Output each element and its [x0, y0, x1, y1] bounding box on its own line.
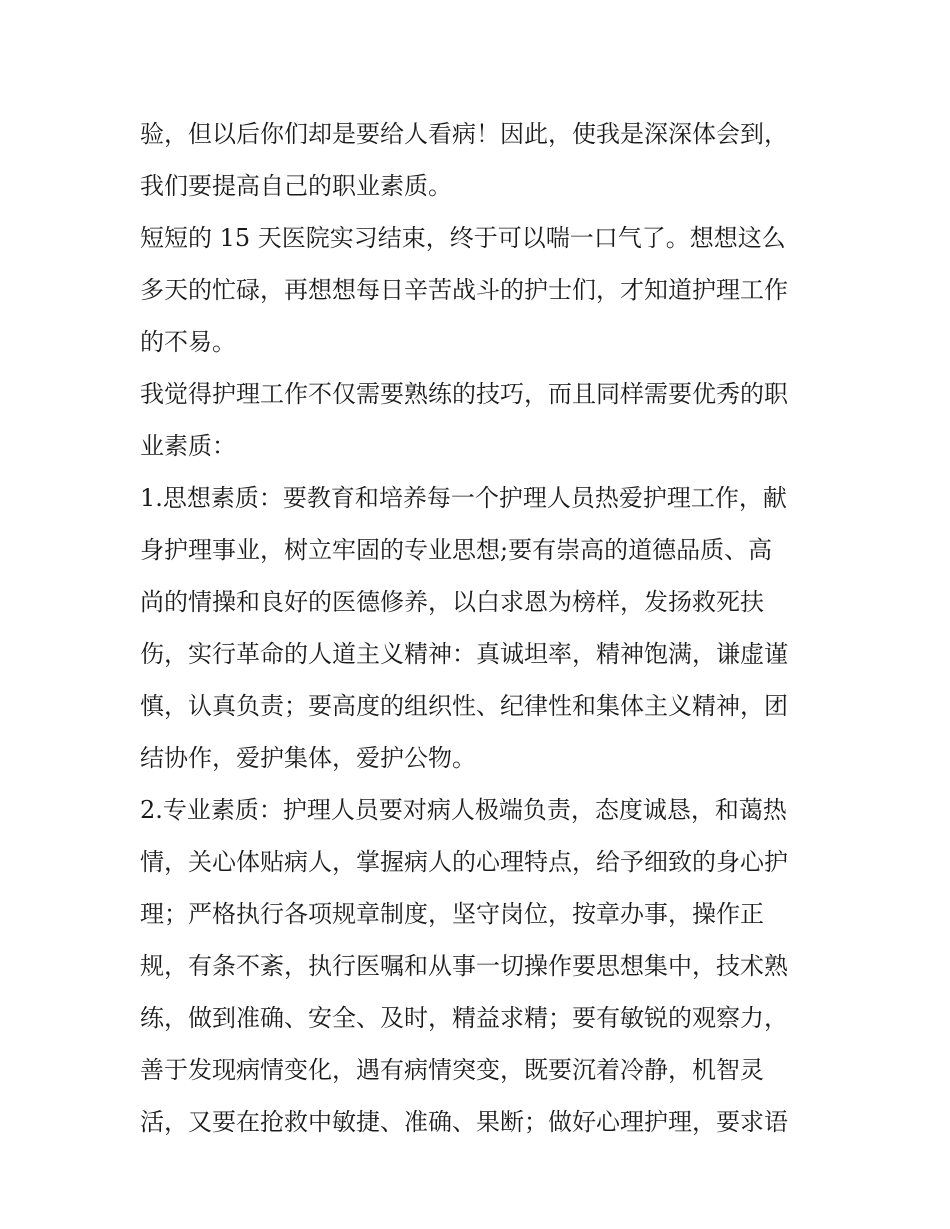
text-line: 的不易。 — [140, 328, 236, 356]
text-line: 练，做到准确、安全、及时，精益求精；要有敏锐的观察力， — [140, 1004, 788, 1032]
text-line: 规，有条不紊，执行医嘱和从事一切操作要思想集中，技术熟 — [140, 952, 788, 980]
text-line: 身护理事业，树立牢固的专业思想;要有崇高的道德品质、高 — [140, 536, 773, 564]
body-text — [140, 108, 820, 1148]
text-line: 短短的 15 天医院实习结束，终于可以喘一口气了。想想这么 — [140, 224, 786, 252]
text-line: 验，但以后你们却是要给人看病！因此，使我是深深体会到， — [140, 120, 788, 148]
text-line: 我们要提高自己的职业素质。 — [140, 172, 452, 200]
text-line: 慎，认真负责；要高度的组织性、纪律性和集体主义精神，团 — [140, 692, 788, 720]
text-line: 尚的情操和良好的医德修养，以白求恩为榜样，发扬救死扶 — [140, 588, 764, 616]
text-line: 1.思想素质：要教育和培养每一个护理人员热爱护理工作，献 — [140, 484, 787, 512]
text-line: 我觉得护理工作不仅需要熟练的技巧，而且同样需要优秀的职 — [140, 380, 788, 408]
text-line: 理；严格执行各项规章制度，坚守岗位，按章办事，操作正 — [140, 900, 764, 928]
text-line: 活，又要在抢救中敏捷、准确、果断；做好心理护理，要求语 — [140, 1108, 788, 1136]
text-line: 结协作，爱护集体，爱护公物。 — [140, 744, 476, 772]
text-line: 情，关心体贴病人，掌握病人的心理特点，给予细致的身心护 — [140, 848, 788, 876]
text-line: 2.专业素质：护理人员要对病人极端负责，态度诚恳，和蔼热 — [140, 796, 787, 824]
text-line: 多天的忙碌，再想想每日辛苦战斗的护士们，才知道护理工作 — [140, 276, 788, 304]
text-line: 业素质： — [140, 432, 236, 460]
text-line: 善于发现病情变化，遇有病情突变，既要沉着冷静，机智灵 — [140, 1056, 764, 1084]
text-line: 伤，实行革命的人道主义精神：真诚坦率，精神饱满，谦虚谨 — [140, 640, 788, 668]
